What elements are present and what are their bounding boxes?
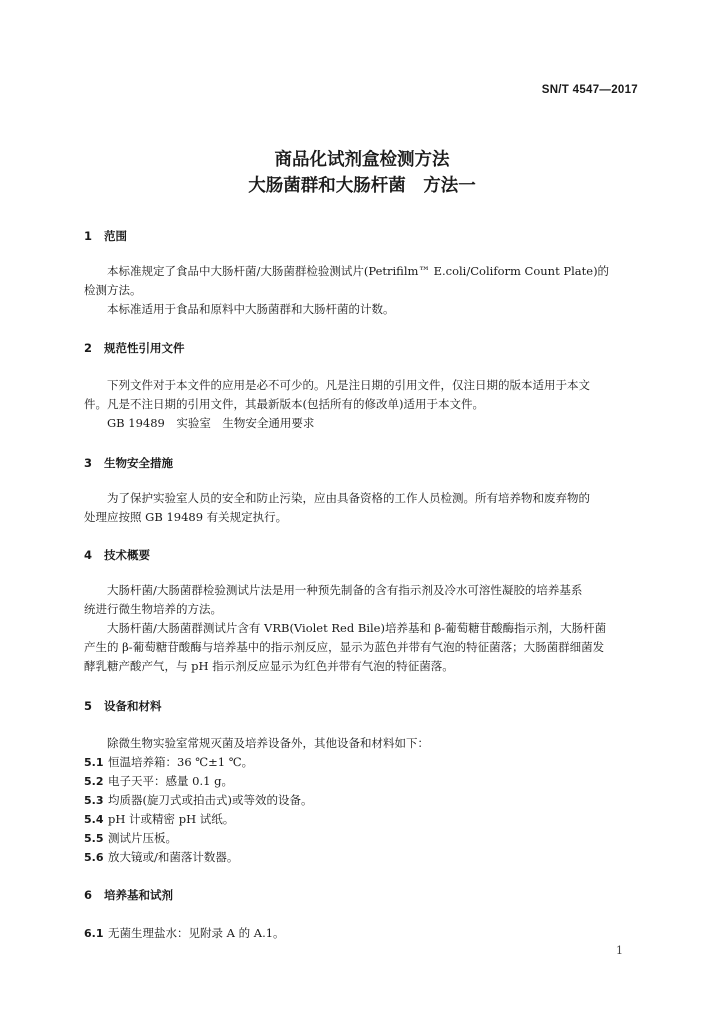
list-item — [84, 925, 285, 941]
item-text: pH 计或精密 pH 试纸。 — [108, 812, 235, 826]
section-number: 3 — [84, 456, 93, 470]
section-4-paragraph-2-line-3: 酵乳糖产酸产气，与 pH 指示剂反应显示为红色并带有气泡的特征菌落。 — [84, 659, 454, 673]
section-number: 2 — [84, 341, 93, 355]
section-number: 5 — [84, 699, 93, 713]
page-number: 1 — [616, 944, 623, 957]
list-item — [84, 830, 177, 846]
section-number: 6 — [84, 888, 93, 902]
section-1-paragraph-1-line-1: 本标准规定了食品中大肠杆菌/大肠菌群检验测试片(Petrifilm™ E.coli/Coliform Count Plate)的 — [107, 264, 610, 278]
item-number: 5.6 — [84, 851, 104, 864]
section-5-intro: 除微生物实验室常规灭菌及培养设备外，其他设备和材料如下： — [107, 736, 429, 750]
section-1-heading — [84, 228, 127, 244]
section-1-paragraph-2: 本标准适用于食品和原料中大肠菌群和大肠杆菌的计数。 — [107, 302, 395, 316]
list-item — [84, 773, 233, 789]
item-text: 电子天平：感量 0.1 g。 — [108, 774, 233, 788]
item-number: 6.1 — [84, 927, 104, 940]
item-number: 5.3 — [84, 794, 104, 807]
section-title: 培养基和试剂 — [104, 888, 173, 902]
section-4-paragraph-2-line-2: 产生的 β-葡萄糖苷酸酶与培养基中的指示剂反应，显示为蓝色并带有气泡的特征菌落；大肠菌群细菌发 — [84, 640, 605, 654]
section-title: 规范性引用文件 — [104, 341, 185, 355]
item-text: 无菌生理盐水：见附录 A 的 A.1。 — [108, 926, 285, 940]
section-2-paragraph-1-line-2: 件。凡是不注日期的引用文件，其最新版本(包括所有的修改单)适用于本文件。 — [84, 397, 484, 411]
section-title: 生物安全措施 — [104, 456, 173, 470]
section-4-paragraph-2-line-1: 大肠杆菌/大肠菌群测试片含有 VRB(Violet Red Bile)培养基和 β-葡萄糖苷酸酶指示剂，大肠杆菌 — [107, 621, 607, 635]
section-number: 1 — [84, 229, 93, 243]
list-item — [84, 849, 238, 865]
section-5-heading — [84, 698, 162, 714]
item-text: 均质器(旋刀式或拍击式)或等效的设备。 — [108, 793, 313, 807]
item-text: 测试片压板。 — [108, 831, 177, 845]
section-3-paragraph-1-line-1: 为了保护实验室人员的安全和防止污染，应由具备资格的工作人员检测。所有培养物和废弃物的 — [107, 491, 590, 505]
section-1-paragraph-1-line-2: 检测方法。 — [84, 283, 142, 297]
list-item — [84, 792, 312, 808]
item-number: 5.5 — [84, 832, 104, 845]
section-title: 范围 — [104, 229, 127, 243]
section-2-heading — [84, 340, 185, 356]
section-6-heading — [84, 887, 173, 903]
page-title-line-2: 大肠菌群和大肠杆菌 方法一 — [248, 176, 476, 196]
section-number: 4 — [84, 548, 93, 562]
section-3-paragraph-1-line-2: 处理应按照 GB 19489 有关规定执行。 — [84, 510, 288, 524]
item-number: 5.1 — [84, 756, 104, 769]
section-4-paragraph-1-line-2: 统进行微生物培养的方法。 — [84, 602, 222, 616]
item-number: 5.4 — [84, 813, 104, 826]
section-4-paragraph-1-line-1: 大肠杆菌/大肠菌群检验测试片法是用一种预先制备的含有指示剂及冷水可溶性凝胶的培养基系 — [107, 583, 583, 597]
section-title: 设备和材料 — [104, 699, 162, 713]
section-2-paragraph-1-line-1: 下列文件对于本文件的应用是必不可少的。凡是注日期的引用文件，仅注日期的版本适用于本文 — [107, 378, 590, 392]
normative-reference: GB 19489 实验室 生物安全通用要求 — [107, 416, 315, 430]
item-number: 5.2 — [84, 775, 104, 788]
item-text: 恒温培养箱：36 ℃±1 ℃。 — [108, 755, 254, 769]
section-title: 技术概要 — [104, 548, 150, 562]
page-title-line-1: 商品化试剂盒检测方法 — [274, 150, 450, 170]
standard-number: SN/T 4547—2017 — [541, 84, 638, 96]
section-4-heading — [84, 547, 150, 563]
list-item — [84, 754, 253, 770]
section-3-heading — [84, 455, 173, 471]
item-text: 放大镜或/和菌落计数器。 — [108, 850, 239, 864]
list-item — [84, 811, 234, 827]
